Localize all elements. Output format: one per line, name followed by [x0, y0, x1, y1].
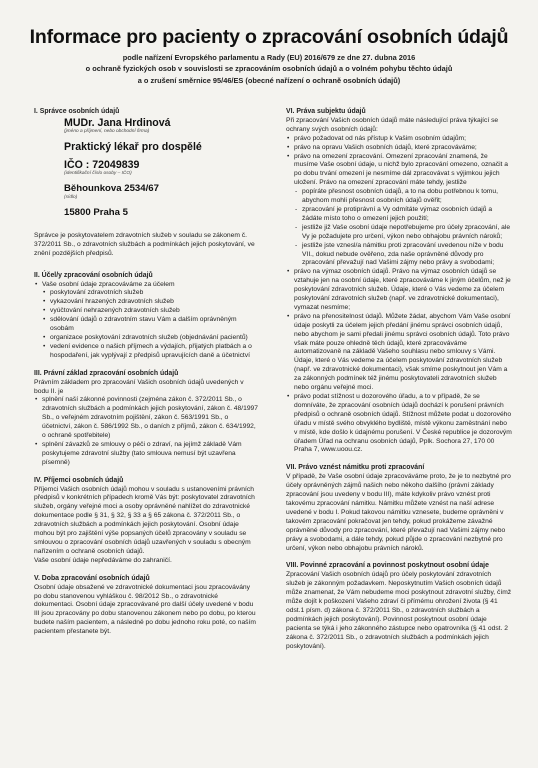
list-item: • právo podat stížnost u dozorového úřadu, a to v případě, že se domníváte, že zpracování osobních údajů dochází k porušení právních předpisů o ochraně osobních údajů. Stížnost můžete podat u dozorového úřadu v místě svého obvyklého bydliště, místě výkonu zaměstnání nebo v místě, kde došlo k údajnému porušení. V České republice je dozorovým úřadem Úřad na ochranu osobních údajů, Pplk. Sochora 27, 170 00 Praha 7, www.uoou.cz. — [286, 393, 512, 455]
section-text: Zpracování Vašich osobních údajů pro účely poskytování zdravotních služeb je zákonným požadavkem. Neposkytnutím Vašich osobních údajů může znamenat, že Vám nebudeme moci poskytnout zdravotní služby, čímž může dojít k poškození Vašeho zdraví či přímému ohrožení života (§ 41 odst.1 písm. d) zákona č. 372/2011 Sb., o zdravotních službách a podmínkách jejich poskytování). Povinnost poskytnout osobní údaje pacienta se týká i jeho zákonného zástupce nebo opatrovníka (§ 41 odst. 2 zákona č. 372/2011 Sb., o zdravotních službách a podmínkách jejich poskytování). — [286, 571, 512, 650]
restriction-sublist — [286, 188, 512, 268]
controller-street-caption: (sídlo) — [64, 194, 78, 200]
list-item: • splnění naší zákonné povinnosti (zejména zákon č. 372/2011 Sb., o zdravotních službách a podmínkách jejich poskytování, zákon č. 48/1997 Sb., o veřejném zdravotním pojištění, zákon č. 563/1991 Sb., o účetnictví, zákon č. 586/1992 Sb., o daních z příjmů, zákon č. 634/1992, o ochraně spotřebitele) — [34, 396, 259, 441]
rights-list — [286, 135, 512, 188]
list-item: - jestliže již Vaše osobní údaje nepotřebujeme pro účely zpracování, ale Vy je požadujete pro určení, výkon nebo obhajobu právních nároků; — [294, 224, 512, 242]
section-heading: III. Právní základ zpracování osobních údajů — [34, 369, 179, 377]
controller-name: MUDr. Jana Hrdinová — [64, 116, 171, 129]
list-item: • splnění závazků ze smlouvy o péči o zdraví, na jejímž základě Vám poskytujeme zdravotní služby (tato smlouva nemusí být uzavřena písemně) — [34, 441, 259, 468]
section-text: Při zpracování Vašich osobních údajů máte následující práva týkající se ochrany svých osobních údajů: — [286, 116, 499, 133]
controller-ico: IČO : 72049839 — [64, 158, 140, 171]
list-item: • sdělování údajů o zdravotním stavu Vám a dalším oprávněným osobám — [42, 316, 259, 334]
list-item: • vyúčtování nehrazených zdravotních služeb — [42, 307, 259, 316]
right-column — [286, 108, 512, 651]
list-item: • právo na výmaz osobních údajů. Právo na výmaz osobních údajů se vztahuje jen na osobní údaje, které zpracováváme k jiným účelům, než je poskytování zdravotních služeb. Údaje, které o Vás vedeme za účelem poskytování zdravotních služeb (např. ve zdravotnické dokumentaci), vymazat nesmíme; — [286, 268, 512, 313]
subtitle-line: podle nařízení Evropského parlamentu a Rady (EU) 2016/679 ze dne 27. dubna 2016 — [122, 53, 416, 62]
list-item: - popíráte přesnost osobních údajů, a to na dobu potřebnou k tomu, abychom mohli přesnost osobních údajů ověřit; — [294, 188, 512, 206]
list-item: • poskytování zdravotních služeb — [42, 289, 259, 298]
section-heading: II. Účel/y zpracování osobních údajů — [34, 271, 153, 279]
section-text: Právním základem pro zpracování Vašich osobních údajů uvedených v bodu II. je — [34, 378, 244, 395]
section-heading: VII. Právo vznést námitku proti zpracování — [286, 464, 425, 472]
document-title: Informace pro pacienty o zpracování osobních údajů — [29, 26, 509, 48]
section-text: V případě, že Vaše osobní údaje zpracováváme proto, že je to nezbytné pro účely oprávněných zájmů našich nebo někoho dalšího (právní základy zpracování jsou uvedeny v bodu III), máte kdykoliv právo vznést proti takovému zpracování námitku. Námitku můžete vznést na naší adrese uvedené v bodu I. Pokud takovou námitku vznesete, budeme oprávněni v takovém zpracování pokračovat jen tehdy, pokud prokážeme závažné oprávněné důvody pro zpracování, které převažují nad Vašimi zájmy nebo právy a svobodami, a dále tehdy, pokud půjde o zpracování nezbytné pro určení, výkon nebo obhajobu právních nároků. — [286, 473, 511, 552]
list-item: • právo na přenositelnost údajů. Můžete žádat, abychom Vám Vaše osobní údaje poskytli za účelem jejich předání jinému správci osobních údajů, nebo abychom je sami předali jinému správci osobních údajů. Toto právo však máte pouze ohledně těch údajů, které zpracováváme automatizovaně na základě Vašeho souhlasu nebo smlouvy s Vámi. Údaje, které o Vás vedeme za účelem poskytování zdravotních služeb (např. ve zdravotnické dokumentaci), však smíme poskytnout jen Vám a za zákonných podmínek též jinému poskytovateli zdravotních služeb nebo orgánu veřejné moci. — [286, 313, 512, 393]
list-item: • právo požadovat od nás přístup k Vašim osobním údajům; — [286, 135, 512, 144]
list-item: • vedení evidence o našich příjmech a výdajích, přijatých platbách a o hospodaření, jak vyplývají z předpisů upravujících daně a účetnictví — [42, 343, 259, 361]
left-column — [34, 108, 259, 637]
list-item: - zpracování je protiprávní a Vy odmítáte výmaz osobních údajů a žádáte místo toho o omezení jejich použití; — [294, 206, 512, 224]
section-text: Příjemci Vašich osobních údajů mohou v souladu s ustanoveními právních předpisů v konkrétních případech kromě Vás být: poskytovatel zdravotních služeb, orgány veřejné moci a osoby oprávněné nahlížet do zdravotnické dokumentace podle § 31, § 32, § 33 a § 65 zákona č. 372/2011 Sb., o zdravotních službách a podmínkách jejich poskytování. Osobní údaje mohou být pro zajištění výše popsaných účelů zpracovány v souladu se smlouvou o zpracování osobních údajů uzavřených v souladu s obecným nařízením o ochraně osobních údajů. — [34, 485, 255, 555]
document-subtitle — [30, 52, 508, 86]
section-text: Správce je poskytovatelem zdravotních služeb v souladu se zákonem č. 372/2011 Sb., o zdravotních službách a podmínkách jejich poskytování, ve znění pozdějších předpisů. — [34, 231, 255, 257]
list-item: • organizace poskytování zdravotních služeb (objednávání pacientů) — [42, 334, 259, 343]
controller-specialty: Praktický lékař pro dospělé — [64, 140, 202, 153]
list-item: • vykazování hrazených zdravotních služeb — [42, 298, 259, 307]
subtitle-line: o ochraně fyzických osob v souvislosti se zpracováním osobních údajů a o volném pohybu těchto údajů — [85, 64, 453, 74]
section-heading: VIII. Povinné zpracování a povinnost poskytnout osobní údaje — [286, 562, 489, 570]
list-item: • právo na opravu Vašich osobních údajů, které zpracováváme; — [286, 144, 512, 153]
rights-list-continued — [286, 268, 512, 455]
section-heading: V. Doba zpracování osobních údajů — [34, 574, 150, 582]
controller-city: 15800 Praha 5 — [64, 206, 129, 218]
subtitle-line: a o zrušení směrnice 95/46/ES (obecné nařízení o ochraně osobních údajů) — [137, 75, 401, 85]
controller-ico-caption: (identifikační číslo osoby – IČO) — [64, 170, 132, 176]
purpose-sublist — [34, 289, 259, 360]
purpose-list — [34, 281, 259, 290]
legal-basis-list — [34, 396, 259, 467]
section-heading: IV. Příjemci osobních údajů — [34, 476, 124, 484]
controller-street: Běhounkova 2534/67 — [64, 182, 159, 194]
section-text: Vaše osobní údaje nepředáváme do zahraničí. — [34, 556, 172, 564]
list-item: • Vaše osobní údaje zpracováváme za účelem — [34, 281, 259, 290]
section-text: Osobní údaje obsažené ve zdravotnické dokumentaci jsou zpracovávány po dobu stanovenou vyhláškou č. 98/2012 Sb., o zdravotnické dokumentaci. Osobní údaje zpracovávané pro další účely uvedené v bodu III jsou zpracovány po dobu stanovenou zákonem nebo po dobu, po kterou budete naším pacientem, a následně po dobu jednoho roku poté, co naším pacientem přestanete být. — [34, 583, 256, 636]
section-heading: VI. Práva subjektu údajů — [286, 108, 366, 115]
controller-block — [64, 117, 259, 219]
list-item: • právo na omezení zpracování. Omezení zpracování znamená, že musíme Vaše osobní údaje, u nichž bylo zpracování omezeno, označit a po dobu trvání omezení je nesmíme dál zpracovávat s výjimkou jejich uložení. Právo na omezení zpracování máte tehdy, jestliže — [286, 153, 512, 189]
controller-name-caption: (jméno a příjmení, nebo obchodní firma) — [64, 128, 150, 134]
section-heading: I. Správce osobních údajů — [34, 108, 120, 115]
list-item: - jestliže jste vznesl/a námitku proti zpracování uvedenou níže v bodu VII., dokud nebude ověřeno, zda naše oprávněné důvody pro zpracování převažují nad Vašimi zájmy nebo právy a svobodami; — [294, 242, 512, 269]
